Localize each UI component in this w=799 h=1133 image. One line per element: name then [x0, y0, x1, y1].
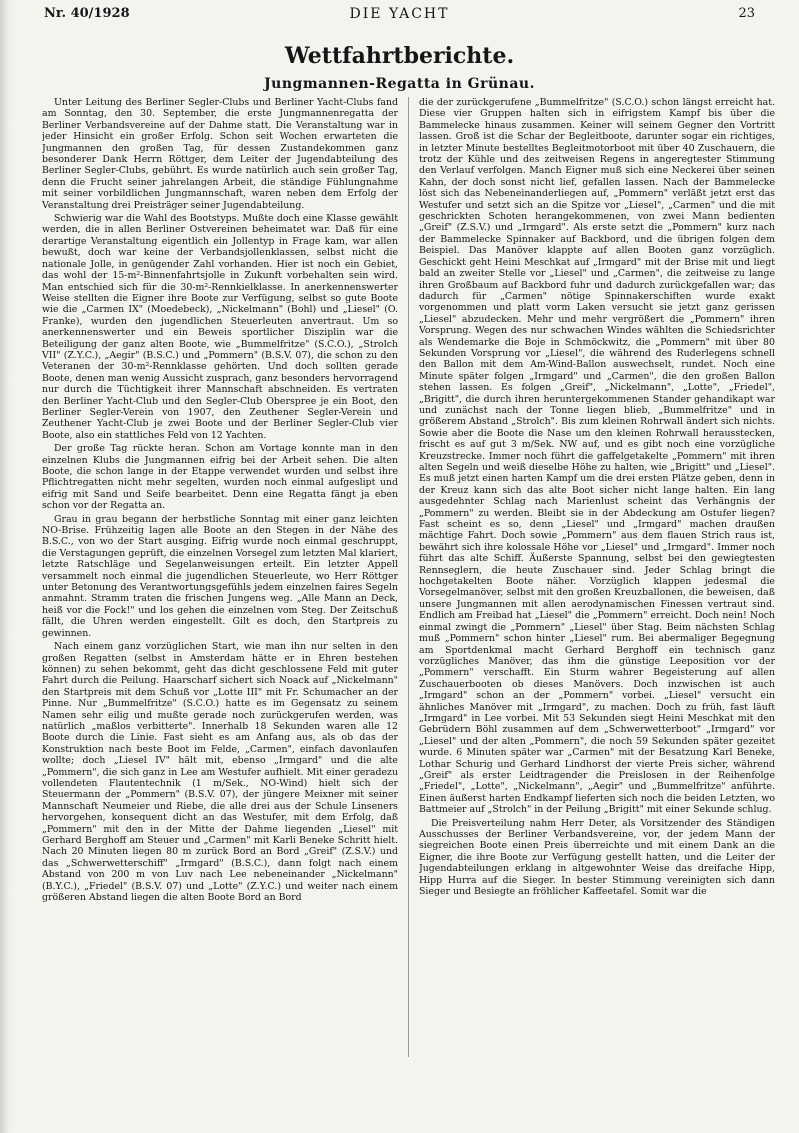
- paragraph: Unter Leitung des Berliner Segler-Clubs und Berliner Yacht-Clubs fand am Sonntag, den 30. September, die erste Jungmannenregatta der Berliner Verbandsvereine auf der Dahme statt. Die Veranstaltung war in jeder Hinsicht ein großer Erfolg. Schon seit Wochen erwarteten die Jungmannen den großen Tag, für dessen Zustandekommen ganz besonderer Dank Herrn Röttger, dem Leiter der Jugendabteilung des Berliner Segler-Clubs, gebührt. Es wurde natürlich auch sein großer Tag, denn die Frucht seiner jahrelangen Arbeit, die ständige Fühlungnahme mit seiner vorbildlichen Jungmannschaft, waren neben dem Erfolg der Veranstaltung drei Preisträger seiner Jugendabteilung.: [42, 97, 398, 211]
- issue-number: Nr. 40/1928: [44, 6, 130, 21]
- column-divider: [408, 97, 409, 1057]
- article-subtitle: Jungmannen-Regatta in Grünau.: [264, 76, 535, 92]
- running-header: [44, 6, 755, 28]
- paragraph: die der zurückgerufene „Bummelfritze" (S.C.O.) schon längst erreicht hat. Diese vier Gruppen halten sich in eifrigstem Kampf bis über die Bammelecke hinaus zusammen. Keiner will seinem Gegner den Vortritt lassen. Groß ist die Schar der Begleitboote, darunter sogar ein richtiges, in letzter Minute bestelltes Begleitmotorboot mit über 40 Zuschauern, die trotz der Kühle und des zeitweisen Regens in angeregtester Stimmung den Verlauf verfolgen. Manch Eigner muß sich eine Neckerei über seinen Kahn, der doch sonst nicht lief, gefallen lassen. Nach der Bammelecke löst sich das Nebeneinanderliegen auf, „Pommern" verläßt jetzt erst das Westufer und setzt sich an die Spitze vor „Liesel", „Carmen" und die mit geschrickten Schoten herangekommenen, von zwei Mann bedienten „Greif" (Z.S.V.) und „Irmgard". Als erste setzt die „Pommern" kurz nach der Bammelecke Spinnaker auf Backbord, und die übrigen folgen dem Beispiel. Das Manöver klappte auf allen Booten ganz vorzüglich. Geschickt geht Heini Meschkat auf „Irmgard" mit der Brise mit und liegt bald an zweiter Stelle vor „Liesel" und „Carmen", die zeitweise zu lange ihren Großbaum auf Backbord fuhr und dadurch zurückgefallen war; das dadurch für „Carmen" nötige Spinnakerschiften wurde exakt vorgenommen und platt vorm Laken versucht sie jetzt ganz gerissen „Liesel" abzudecken. Mehr und mehr vergrößert die „Pommern" ihren Vorsprung. Wegen des nur schwachen Windes wählten die Schiedsrichter als Wendemarke die Boje in Schmöckwitz, die „Pommern" mit über 80 Sekunden Vorsprung vor „Liesel", die während des Ruderlegens schnell den Ballon mit dem Am-Wind-Ballon auswechselt, rundet. Noch eine Minute später folgen „Irmgard" und „Carmen", die den großen Ballon stehen lassen. Es folgen „Greif", „Nickelmann", „Lotte", „Friedel", „Brigitt", die durch ihren heruntergekommenen Stander gehandikapt war und zunächst nach der Tonne liegen blieb, „Bummelfritze" und in größerem Abstand „Strolch". Bis zum kleinen Rohrwall ändert sich nichts. Sowie aber die Boote die Nase um den kleinen Rohrwall herausstecken, frischt es auf gut 3 m/Sek. NW auf, und es gibt noch eine vorzügliche Kreuzstrecke. Immer noch führt die gaffelgetakelte „Pommern" mit ihren alten Segeln und weiß dieselbe Höhe zu halten, wie „Brigitt" und „Liesel". Es muß jetzt einen harten Kampf um die drei ersten Plätze geben, denn in der Kreuz kann sich das alte Boot sicher nicht lange halten. Ein lang ausgedehnter Schlag nach Marienlust scheint das Verhängnis der „Pommern" zu werden. Bleibt sie in der Abdeckung am Ostufer liegen? Fast scheint es so, denn „Liesel" und „Irmgard" machen draußen mächtige Fahrt. Doch sowie „Pommern" aus dem flauen Strich raus ist, bewährt sich ihre kolossale Höhe vor „Liesel" und „Irmgard". Immer noch führt das alte Schiff. Äußerste Spannung, selbst bei den gewiegtesten Rennseglern, die heute Zuschauer sind. Jeder Schlag bringt die hochgetakelten Boote näher. Vorzüglich klappen jedesmal die Vorsegelmanöver, selbst mit den großen Kreuzballonen, die beweisen, daß unsere Jungmannen mit allen aerodynamischen Finessen vertraut sind. Endlich am Freibad hat „Liesel" die „Pommern" erreicht. Doch nein! Noch einmal zwingt die „Pommern" „Liesel" über Stag. Beim nächsten Schlag muß „Pommern" schon hinter „Liesel" rum. Bei abermaliger Begegnung am Sportdenkmal macht Gerhard Berghoff ein technisch ganz vorzügliches Manöver, das ihm die günstige Leeposition vor der „Pommern" verschafft. Ein Sturm wahrer Begeisterung auf allen Zuschauerbooten ob dieses Manövers. Doch inzwischen ist auch „Irmgard" schon an der „Pommern" vorbei. „Liesel" versucht ein ähnliches Manöver mit „Irmgard", zu machen. Doch zu früh, fast läuft „Irmgard" in Lee vorbei. Mit 53 Sekunden siegt Heini Meschkat mit den Gebrüdern Böhl zusammen auf dem „Schwerwetterboot" „Irmgard" vor „Liesel" und der alten „Pommern", die noch 59 Sekunden später gezeitet wurde. 6 Minuten später war „Carmen" mit der Besatzung Karl Beneke, Lothar Schurig und Gerhard Lindhorst der vierte Preis sicher, während „Greif" als erster Leidtragender die Preislosen in der Reihenfolge „Friedel", „Lotte", „Nickelmann", „Aegir" und „Bummelfritze" anführte. Einen äußerst harten Endkampf lieferten sich noch die beiden Letzten, wo Battmeier auf „Strolch" in der Peilung „Brigitt" mit einer Sekunde schlug.: [419, 97, 775, 816]
- paragraph: Die Preisverteilung nahm Herr Deter, als Vorsitzender des Ständigen Ausschusses der Berliner Verbandsvereine, vor, der jedem Mann der siegreichen Boote einen Preis überreichte und mit einem Dank an die Eigner, die ihre Boote zur Verfügung gestellt hatten, und die Leiter der Jugendabteilungen erklang in altgewohnter Weise das dreifache Hipp, Hipp Hurra auf die Sieger. In bester Stimmung vereinigten sich dann Sieger und Besiegte an fröhlicher Kaffeetafel. Somit war die: [419, 817, 775, 898]
- page-number: 23: [738, 6, 755, 21]
- left-column: [42, 97, 398, 1107]
- page-edge-shadow: [0, 0, 14, 1133]
- paragraph: Der große Tag rückte heran. Schon am Vortage konnte man in den einzelnen Klubs die Jungmannen eifrig bei der Arbeit sehen. Die alten Boote, die schon lange in der Etappe verwendet wurden und selbst ihre Pflichtregatten nicht mehr segelten, wurden noch einmal aufgeslipt und eifrig mit Sand und Seife bearbeitet. Denn eine Regatta fängt ja eben schon vor der Regatta an.: [42, 443, 398, 512]
- magazine-name: DIE YACHT: [349, 6, 450, 22]
- paragraph: Nach einem ganz vorzüglichen Start, wie man ihn nur selten in den großen Regatten (selbst in Amsterdam hätte er in Ehren bestehen können) zu sehen bekommt, geht das dicht geschlossene Feld mit guter Fahrt durch die Peilung. Haarscharf sichert sich Noack auf „Nickelmann" den Startpreis mit dem Schuß vor „Lotte III" mit Fr. Schumacher an der Pinne. Nur „Bummelfritze" (S.C.O.) hatte es im Gegensatz zu seinem Namen sehr eilig und mußte gerade noch zurückgerufen werden, was natürlich „maßlos verbitterte". Innerhalb 18 Sekunden waren alle 12 Boote durch die Linie. Fast sieht es am Anfang aus, als ob das der Konstruktion nach beste Boot im Felde, „Carmen", einfach davonlaufen wollte; doch „Liesel IV" hält mit, ebenso „Irmgard" und die alte „Pommern", die sich ganz in Lee am Westufer aufhielt. Mit einer geradezu vollendeten Flautentechnik (1 m/Sek., NO-Wind) hielt sich der Steuermann der „Pommern" (B.S.V. 07), der jüngere Meixner mit seiner Mannschaft Neumeier und Riebe, die alle drei aus der Schule Linseners hervorgehen, konsequent dicht an das Westufer, mit dem Erfolg, daß „Pommern" mit den in der Mitte der Dahme liegenden „Liesel" mit Gerhard Berghoff am Steuer und „Carmen" mit Karli Beneke Schritt hielt. Nach 20 Minuten liegen 80 m zurück Bord an Bord „Greif" (Z.S.V.) und das „Schwerwetterschiff" „Irmgard" (B.S.C.), dann folgt nach einem Abstand von 200 m von Luv nach Lee nebeneinander „Nickelmann" (B.Y.C.), „Friedel" (B.S.V. 07) und „Lotte" (Z.Y.C.) und weiter nach einem größeren Abstand liegen die alten Boote Bord an Bord: [42, 641, 398, 904]
- right-column: [419, 97, 775, 1107]
- paragraph: Schwierig war die Wahl des Bootstyps. Mußte doch eine Klasse gewählt werden, die in allen Berliner Ostvereinen beheimatet war. Daß für eine derartige Veranstaltung eigentlich ein Jollentyp in Frage kam, war allen bewußt, doch war keine der Verbandsjollenklassen, selbst nicht die nationale Jolle, in genügender Zahl vorhanden. Hier ist noch ein Gebiet, das wohl der 15-m²-Binnenfahrtsjolle in Zukunft vorbehalten sein wird. Man entschied sich für die 30-m²-Rennkielklasse. In anerkennenswerter Weise stellten die Eigner ihre Boote zur Verfügung, selbst so gute Boote wie die „Carmen IX" (Moedebeck), „Nickelmann" (Bohl) und „Liesel" (O. Franke), wurden den jugendlichen Steuerleuten anvertraut. Um so anerkennenswerter und ein Beweis sportlicher Disziplin war die Beteiligung der ganz alten Boote, wie „Bummelfritze" (S.C.O.), „Strolch VII" (Z.Y.C.), „Aegir" (B.S.C.) und „Pommern" (B.S.V. 07), die schon zu den Veteranen der 30-m²-Rennklasse gehörten. Und doch sollten gerade Boote, denen man wenig Aussicht zusprach, ganz besonders hervorragend nur durch die Tüchtigkeit ihrer Mannschaft abschneiden. Es vertraten den Berliner Yacht-Club und den Segler-Club Oberspree je ein Boot, den Berliner Segler-Verein von 1907, den Zeuthener Segler-Verein und Zeuthener Yacht-Club je zwei Boote und der Berliner Segler-Club vier Boote, also ein stattliches Feld von 12 Yachten.: [42, 213, 398, 441]
- article-body: [42, 97, 775, 1107]
- article-title: Wettfahrtberichte.: [284, 43, 515, 69]
- paragraph: Grau in grau begann der herbstliche Sonntag mit einer ganz leichten NO-Brise. Frühzeitig lagen alle Boote an den Stegen in der Nähe des B.S.C., von wo der Start ausging. Eifrig wurde noch einmal geschruppt, die Verstagungen geprüft, die einzelnen Vorsegel zum letzten Mal klariert, letzte Ratschläge und Segelanweisungen erteilt. Ein letzter Appell versammelt noch einmal die jugendlichen Steuerleute, wo Herr Röttger unter Betonung des Verantwortungsgefühls jedem einzelnen faires Segeln anmahnt. Stramm traten die frischen Jungens weg. „Alle Mann an Deck, heiß vor die Fock!" und los gehen die einzelnen vom Steg. Der Zeitschuß fällt, die Uhren werden eingestellt. Gilt es doch, den Startpreis zu gewinnen.: [42, 513, 398, 639]
